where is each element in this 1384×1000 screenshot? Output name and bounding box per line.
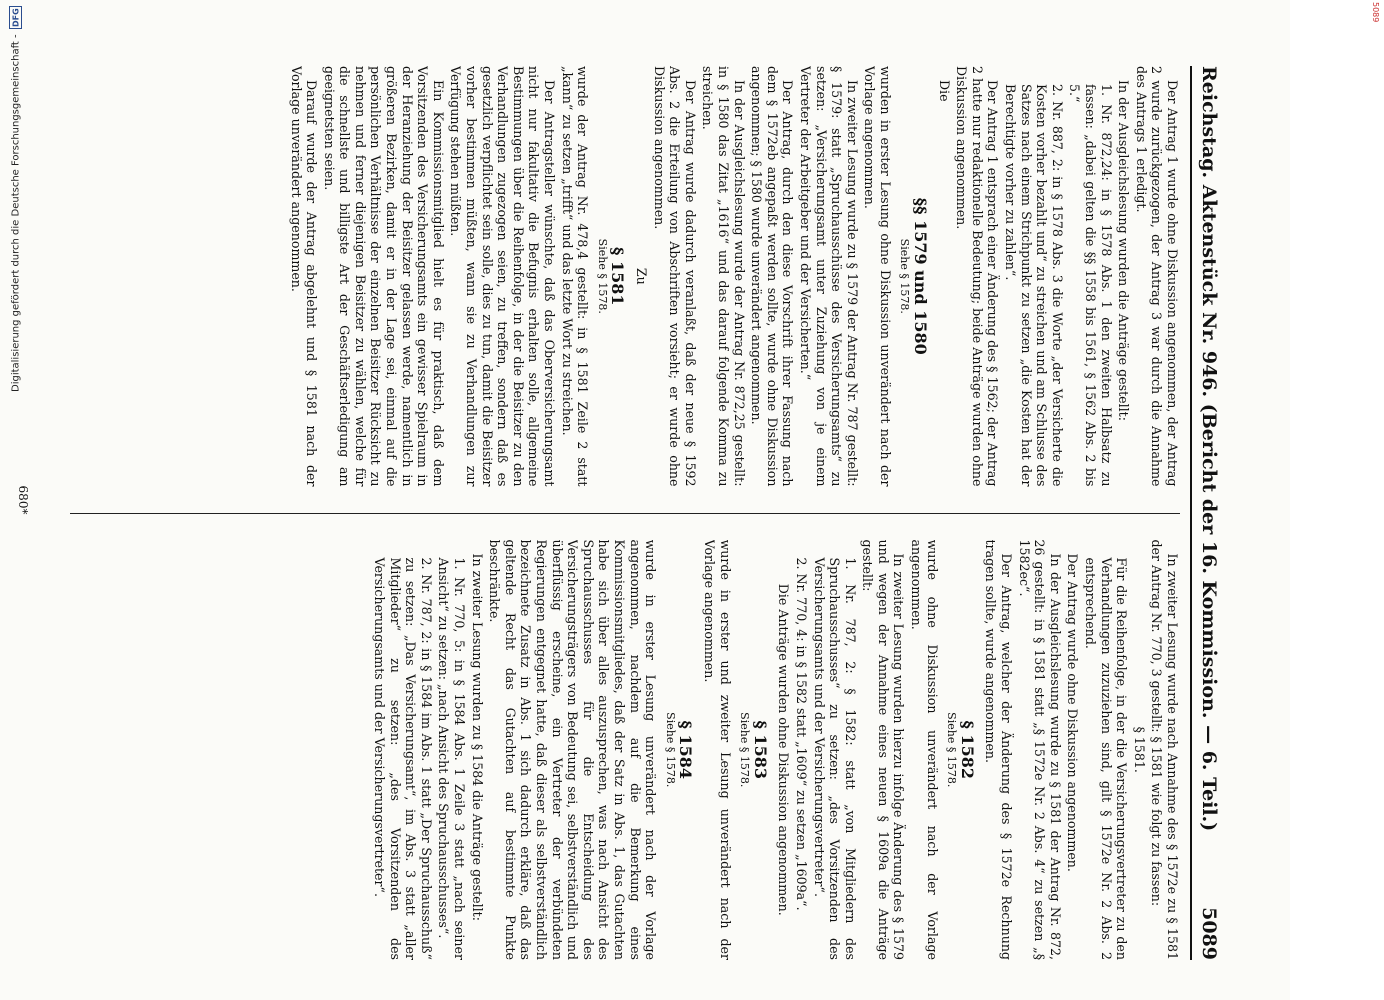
digitization-note-text: Digitalisierung gefördert durch die Deutsche Forschungsgemeinschaft - — [10, 34, 22, 393]
section-heading: § 1583 — [750, 720, 770, 779]
paragraph: 1. Nr. 770, 5: in § 1584 Abs. 1 Zeile 3 statt „nach seiner Ansicht“ zu setzen: „nach Ansicht des Spruchausschusses“. — [436, 557, 468, 960]
section-ref: Siehe § 1578. — [663, 712, 677, 788]
paragraph: In zweiter Lesung wurde nach Annahme des § 1572e zu § 1581 der Antrag Nr. 770, 3 gestellt: § 1581 wie folgt zu fassen: — [1149, 539, 1180, 960]
left-column — [70, 66, 1180, 487]
paragraph: Der Antrag wurde dadurch veranlaßt, daß der neue § 1592 Abs. 2 die Erteilung von Abschriften vorsieht; er wurde ohne Diskussion angenommen. — [651, 66, 698, 487]
paragraph: 2. Nr. 887, 2: in § 1578 Abs. 3 die Worte „der Versicherte die Kosten vorher bezahlt und“ zu streichen und am Schlusse des Satzes nach einem Strichpunkt zu setzen „die Kosten hat der Berechtigte vorher zu zahlen“. — [1003, 84, 1065, 487]
paragraph: In der Ausgleichslesung wurde der Antrag Nr. 872,25 gestellt: in § 1580 das Zitat „1616“ und das darauf folgende Komma zu streichen. — [700, 66, 747, 487]
paragraph: wurde in erster und zweiter Lesung unverändert nach der Vorlage angenommen. — [701, 539, 733, 960]
paragraph: In zweiter Lesung wurden zu § 1584 die Anträge gestellt: — [469, 553, 485, 921]
column-divider — [70, 513, 1180, 514]
paragraph: wurden in erster Lesung ohne Diskussion unverändert nach der Vorlage angenommen. — [862, 66, 893, 487]
paragraph: Die Anträge wurden ohne Diskussion angenommen. — [776, 583, 792, 916]
section-heading: §§ 1579 und 1580 — [911, 197, 931, 355]
paragraph: 1. Nr. 787, 2: § 1582: statt „von Mitgliedern des Spruchausschusses“ zu setzen: „des Vorsitzenden des Versicherungsamts und der Versicherungsvertreter“. — [811, 557, 858, 960]
paragraph: In der Ausgleichslesung wurde zu § 1581 der Antrag Nr. 872, 26 gestellt: in § 1581 statt „§ 1572e Nr. 2 Abs. 4“ zu setzen „§ 1582ec“. — [1016, 539, 1063, 960]
paragraph: Ein Kommissionsmitglied hielt es für praktisch, daß dem Vorsitzenden des Versicherungsamts ein gewisser Spielraum in der Heranziehung der Beisitzer gelassen werde, namentlich in größeren Bezirken, damit er in der Lage sei, einmal auf die persönlichen Verhältnisse der einzelnen Beisitzer Rücksicht zu nehmen und ferner diejenigen Beisitzer zu wählen, welche für die schnellste und billigste Art der Geschäftserledigung am geeignetsten seien. — [321, 66, 446, 487]
paragraph: 2. Nr. 787, 2: in § 1584 im Abs. 1 statt „Der Spruchausschuß“ zu setzen: „Das Versicherungsamt“, im Abs. 3 statt „aller Mitglieder“ zu setzen: „des Vorsitzenden des Versicherungsamts und der Versicherungsvertreter“. — [372, 557, 434, 960]
paragraph: Für die Reihenfolge, in der die Versicherungsvertreter zu den Verhandlungen zuzuziehen sind, gilt § 1572e Nr. 2 Abs. 2 entsprechend. — [1083, 557, 1130, 960]
paragraph: Der Antrag wurde ohne Diskussion angenommen. — [1065, 553, 1081, 872]
paragraph: Die — [936, 80, 952, 102]
paragraph: Darauf wurde der Antrag abgelehnt und § 1581 nach der Vorlage unverändert angenommen. — [288, 66, 320, 487]
paragraph: Der Antragsteller wünschte, daß das Oberversicherungsamt nicht nur fakultativ die Befugnis erhalten solle, allgemeine Bestimmungen über die Reihenfolge, in der die Beisitzer zu den Verhandlungen zugezogen seien, zu treffen, sondern daß es gesetzlich verpflichtet sein solle, dies zu tun, damit die Beisitzer vorher bestimmen müßten, wann sie zu Verhandlungen zur Verfügung stehen müßten. — [448, 66, 558, 487]
paragraph: In zweiter Lesung wurden hierzu infolge Änderung des § 1579 und wegen der Annahme eines neuen § 1609a die Anträge gestellt: — [860, 539, 907, 960]
corner-id: 5089 — [1371, 2, 1380, 23]
footer-signature-number: 680* — [16, 485, 30, 515]
paragraph: In zweiter Lesung wurde zu § 1579 der Antrag Nr. 787 gestellt: § 1579: statt „Spruchausschüsse des Versicherungsamts“ zu setzen: „Versicherungsamt unter Zuziehung von je einem Vertreter der Arbeitgeber und der Versicherten.“ — [797, 66, 860, 487]
paragraph: wurde in erster Lesung unverändert nach der Vorlage angenommen, nachdem auf die Bemerkung eines Kommissionsmitgliedes, daß der Satz in Abs. 1, das Gutachten habe sich über alles auszusprechen, was nach Ansicht des Spruchausschusses für die Entscheidung des Versicherungsträgers von Bedeutung sei, selbstverständlich und überflüssig erscheine, ein Vertreter der verbündeten Regierungen entgegnet hatte, daß dieser als selbstverständlich bezeichnete Zusatz in Abs. 1 sich dadurch erkläre, daß das geltende Recht das Gutachten auf bestimmte Punkte beschränkte. — [487, 539, 659, 960]
section-heading: § 1581 — [608, 247, 628, 306]
section-ref: Siehe § 1578. — [738, 712, 752, 788]
section-ref: Siehe § 1578. — [945, 712, 959, 788]
paragraph: Der Antrag, durch den diese Vorschrift ihrer Fassung nach dem § 1572eb angepaßt werden sollte, wurde ohne Diskussion angenommen; § 1580 wurde unverändert angenommen. — [749, 66, 796, 487]
right-column — [70, 540, 1180, 961]
page-header — [1190, 66, 1220, 960]
paragraph: Zu — [634, 267, 649, 285]
dfg-logo: DFG — [11, 8, 21, 27]
paragraph: Der Antrag 1 wurde ohne Diskussion angenommen, der Antrag 2 wurde zurückgezogen, der Antrag 3 war durch die Annahme des Antrags 1 erledigt. — [1133, 66, 1180, 487]
paragraph: § 1581. — [1131, 726, 1147, 773]
running-title: Reichstag. Aktenstück Nr. 946. (Bericht der 16. Kommission. — 6. Teil.) — [1198, 66, 1220, 832]
page-number: 5089 — [1198, 907, 1220, 960]
paragraph: wurde der Antrag Nr. 478,4 gestellt: in § 1581 Zeile 2 statt „kann“ zu setzen „trifft“ und das letzte Wort zu streichen. — [559, 66, 591, 487]
paragraph: wurde ohne Diskussion unverändert nach der Vorlage angenommen. — [909, 539, 940, 960]
paragraph: In der Ausgleichslesung wurden die Anträge gestellt: — [1116, 80, 1132, 421]
section-ref: Siehe § 1578. — [595, 238, 609, 314]
paragraph: 2. Nr. 770, 4: in § 1582 statt „1609“ zu setzen „1609a“. — [793, 557, 809, 911]
section-heading: § 1582 — [957, 720, 977, 779]
paragraph: 1. Nr. 872,24: in § 1578 Abs. 1 den zweiten Halbsatz zu fassen: „dabei gelten die §§ 1558 bis 1561, § 1562 Abs. 2 bis 5.“ — [1067, 84, 1114, 487]
section-heading: § 1584 — [676, 720, 696, 779]
digitization-note — [6, 6, 26, 996]
paragraph: Der Antrag, welcher der Änderung des § 1572e Rechnung tragen sollte, wurde angenommen. — [983, 539, 1015, 960]
paragraph: Der Antrag 1 entsprach einer Änderung des § 1562; der Antrag 2 hatte nur redaktionelle Bedeutung; beide Anträge wurden ohne Diskussion angenommen. — [954, 66, 1001, 487]
section-ref: Siehe § 1578. — [898, 238, 912, 314]
